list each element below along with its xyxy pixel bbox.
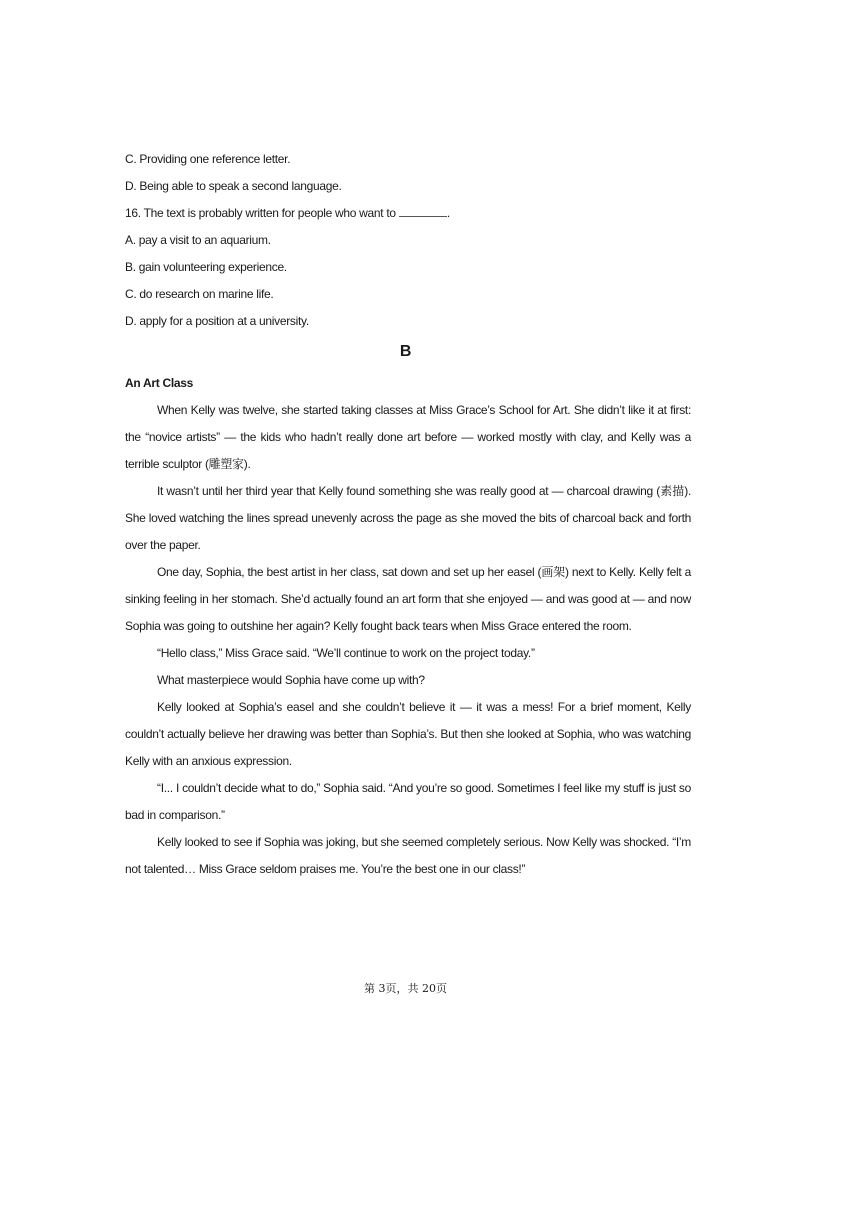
q16-stem-end: . <box>446 206 450 220</box>
section-letter: B <box>399 343 412 360</box>
q16-stem <box>125 205 450 221</box>
passage-paragraph-8: Kelly looked to see if Sophia was joking, but she seemed completely serious. Now Kelly was shocked. “I’m not talented… Miss Grace seldom praises me. You’re the best one in our class!” <box>125 835 691 876</box>
passage-paragraph-2: It wasn’t until her third year that Kelly found something she was really good at — charcoal drawing (素描). She loved watching the lines spread unevenly across the page as she moved the bits of charcoal back and forth over the paper. <box>125 484 691 552</box>
page-number: 第 3页，共 20页 <box>364 982 447 995</box>
answer-blank <box>399 206 447 217</box>
q15-option-d: D. Being able to speak a second language. <box>125 179 342 193</box>
q16-option-b: B. gain volunteering experience. <box>125 260 287 274</box>
q16-option-a: A. pay a visit to an aquarium. <box>125 233 271 247</box>
passage-paragraph-1: When Kelly was twelve, she started taking classes at Miss Grace’s School for Art. She didn’t like it at first: the “novice artists” — the kids who hadn’t really done art before — worked mostly with clay, and Kelly was a terrible sculptor (雕塑家). <box>125 403 691 471</box>
q16-option-c: C. do research on marine life. <box>125 287 274 301</box>
passage-paragraph-6: Kelly looked at Sophia’s easel and she couldn’t believe it — it was a mess! For a brief moment, Kelly couldn’t actually believe her drawing was better than Sophia’s. But then she looked at Sophia, who was watching Kelly with an anxious expression. <box>125 700 691 768</box>
passage-paragraph-3: One day, Sophia, the best artist in her class, sat down and set up her easel (画架) next to Kelly. Kelly felt a sinking feeling in her stomach. She’d actually found an art form that she enjoyed — and was good at — and now Sophia was going to outshine her again? Kelly fought back tears when Miss Grace entered the room. <box>125 565 691 633</box>
q15-option-c: C. Providing one reference letter. <box>125 152 291 166</box>
q16-option-d: D. apply for a position at a university. <box>125 314 309 328</box>
q16-stem-text: 16. The text is probably written for people who want to <box>125 206 396 220</box>
passage-paragraph-5: What masterpiece would Sophia have come up with? <box>157 673 425 687</box>
passage-paragraph-7: “I... I couldn’t decide what to do,” Sophia said. “And you’re so good. Sometimes I feel like my stuff is just so bad in comparison.” <box>125 781 691 822</box>
passage-title: An Art Class <box>125 376 193 390</box>
passage-paragraph-4: “Hello class,” Miss Grace said. “We’ll continue to work on the project today.” <box>157 646 535 660</box>
